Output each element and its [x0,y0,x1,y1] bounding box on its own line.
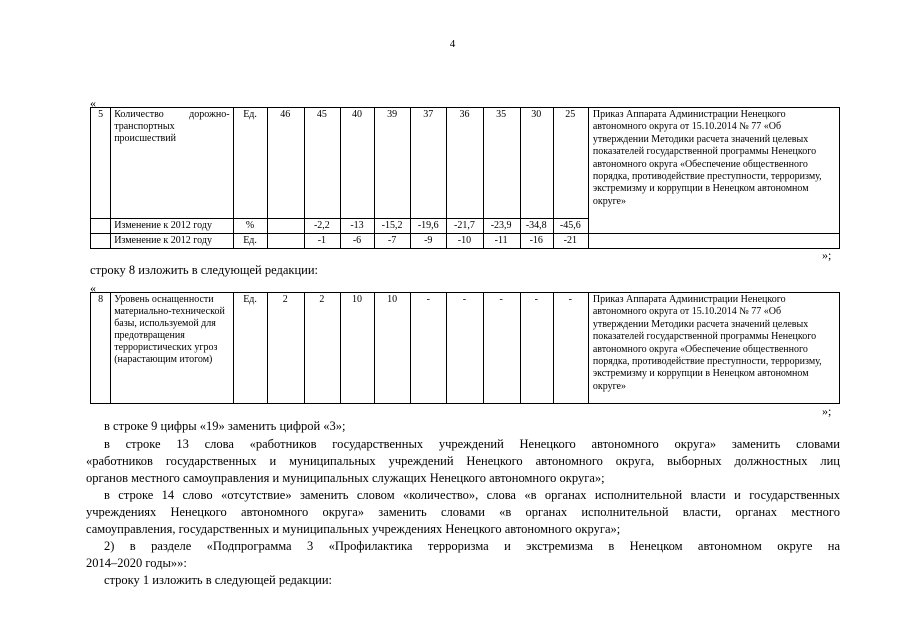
value-cell: -6 [340,234,374,249]
reference-document: Приказ Аппарата Администрации Ненецкого автономного округа от 15.10.2014 № 77 «Об утверждении Методики расчета значений целевых показателей государственной программы Ненецкого автономного округа «Обеспечение общественного порядка, противодействие преступности, терроризму, экстремизму и коррупции в Ненецком автономном округе» [588,293,839,404]
paragraph-row14-line2: учреждениях Ненецкого автономного округа» заменить словами «в органах исполнительной власти, органах местного [86,505,840,519]
value-cell: -21 [553,234,588,249]
open-quote-1: « [90,96,96,110]
table-row [91,293,840,404]
sub-row-name: Изменение к 2012 году [111,219,233,234]
value-cell: -34,8 [520,219,553,234]
value-cell: 37 [411,108,447,219]
value-cell: - [411,293,447,404]
open-quote-2: « [90,281,96,295]
value-cell: -10 [447,234,483,249]
reference-document: Приказ Аппарата Администрации Ненецкого автономного округа от 15.10.2014 № 77 «Об утверждении Методики расчета значений целевых показателей государственной программы Ненецкого автономного округа «Обеспечение общественного порядка, противодействие преступности, терроризму, экстремизму и коррупции в Ненецком автономном округе» [588,108,839,234]
paragraph-row14-line3: самоуправления, государственных и муниципальных учреждениях Ненецкого автономного округа»; [86,522,621,536]
value-cell: 10 [375,293,411,404]
value-cell: 30 [520,108,553,219]
table-row [91,234,840,249]
value-cell: 2 [304,293,340,404]
value-cell: -19,6 [411,219,447,234]
paragraph-row14-line1: в строке 14 слово «отсутствие» заменить словом «количество», слова «в органах исполнительной власти и государственных [104,488,840,502]
value-cell: -45,6 [553,219,588,234]
value-cell: -21,7 [447,219,483,234]
paragraph-row13-line1: в строке 13 слова «работников государственных учреждений Ненецкого автономного округа» заменить словами [104,437,840,451]
value-cell: - [553,293,588,404]
value-cell: - [520,293,553,404]
value-cell: 45 [304,108,340,219]
close-quote-1: »; [822,248,832,262]
value-cell: - [483,293,520,404]
instruction-row8: строку 8 изложить в следующей редакции: [90,263,319,277]
value-cell: 25 [553,108,588,219]
unit-cell: % [233,219,267,234]
row-number: 5 [91,108,111,219]
unit-cell: Ед. [233,234,267,249]
value-cell: -15,2 [375,219,411,234]
paragraph-row9: в строке 9 цифры «19» заменить цифрой «3»; [104,419,346,433]
unit-cell: Ед. [233,108,267,219]
paragraph-section-line2: 2014–2020 годы»»: [86,556,187,570]
value-cell: 10 [340,293,374,404]
table-row [91,108,840,219]
value-cell: 40 [340,108,374,219]
value-cell: - [447,293,483,404]
paragraph-row13-line3: органов местного самоуправления и муниципальных служащих Ненецкого автономного округа»; [86,471,605,485]
value-cell [267,219,304,234]
page-number: 4 [449,38,456,50]
value-cell: -2,2 [304,219,340,234]
value-cell: -16 [520,234,553,249]
paragraph-section-line1: 2) в разделе «Подпрограмма 3 «Профилактика терроризма и экстремизма в Ненецком автономном округе на [104,539,840,553]
value-cell: -11 [483,234,520,249]
value-cell: -7 [375,234,411,249]
value-cell [267,234,304,249]
value-cell: -13 [340,219,374,234]
indicator-name: Уровень оснащенности материально-технической базы, используемой для предотвращения террористических угроз (нарастающим итогом) [111,293,233,404]
unit-cell: Ед. [233,293,267,404]
value-cell: -1 [304,234,340,249]
table-row-5 [90,107,840,249]
value-cell: 35 [483,108,520,219]
paragraph-row13-line2: «работников государственных и муниципальных учреждений Ненецкого автономного округа, выборных должностных лиц [86,454,840,468]
close-quote-2: »; [822,404,832,418]
value-cell: -23,9 [483,219,520,234]
value-cell: 39 [375,108,411,219]
value-cell: 46 [267,108,304,219]
sub-row-name: Изменение к 2012 году [111,234,233,249]
value-cell: 36 [447,108,483,219]
indicator-name: Количество дорожно-транспортных происшествий [111,108,233,219]
paragraph-row1: строку 1 изложить в следующей редакции: [104,573,333,587]
value-cell: -9 [411,234,447,249]
value-cell: 2 [267,293,304,404]
row-number: 8 [91,293,111,404]
table-row-8 [90,292,840,404]
